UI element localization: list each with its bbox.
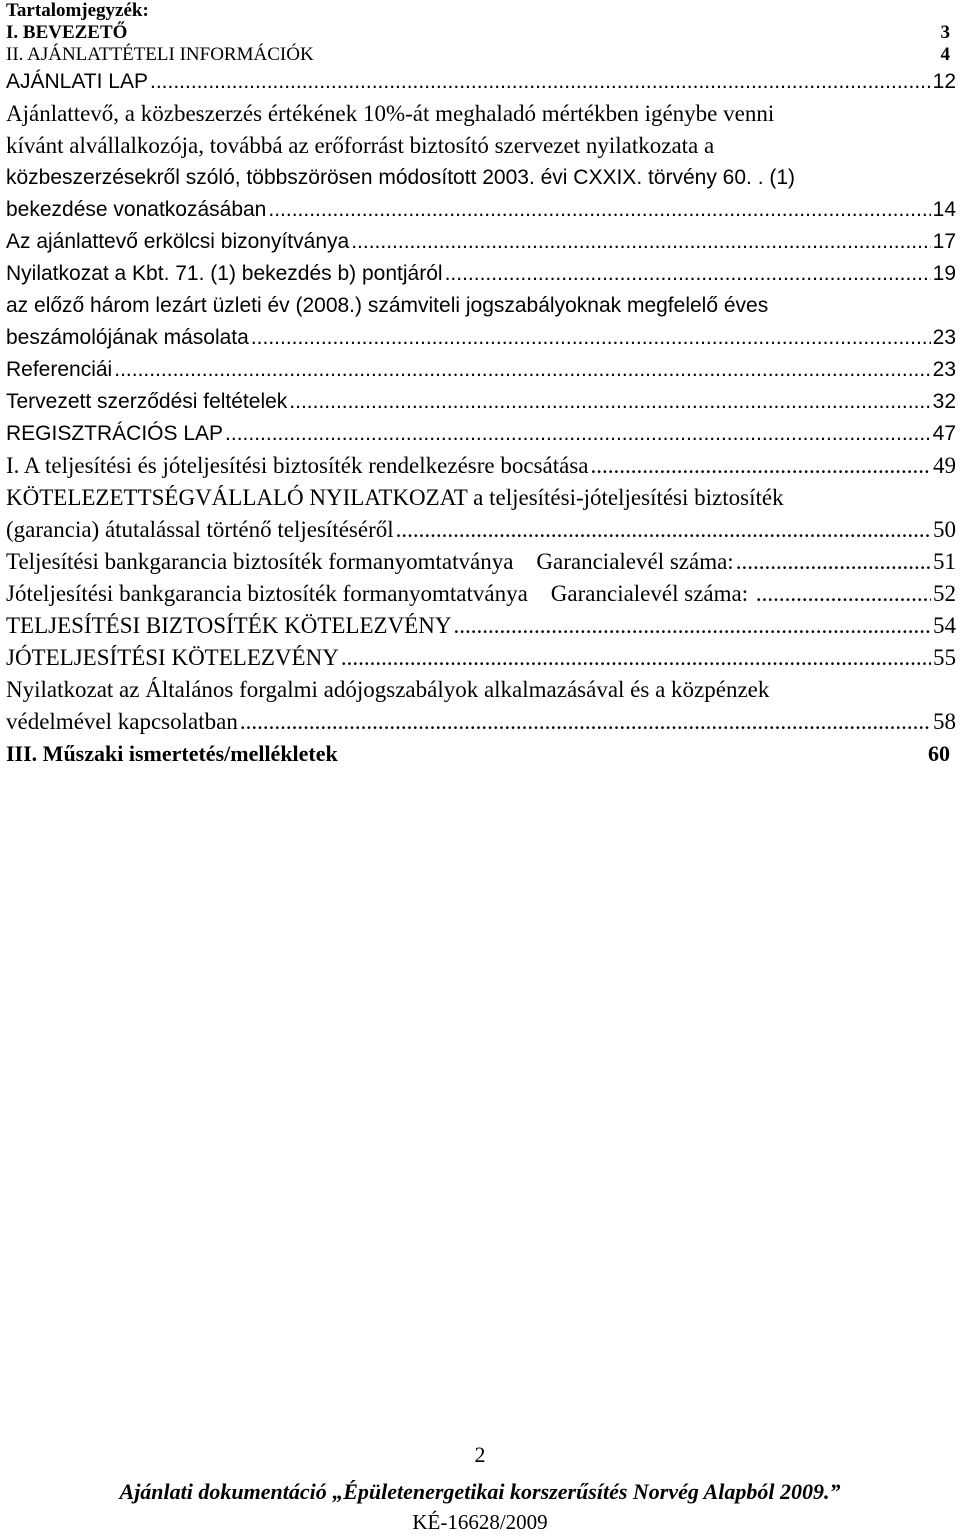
toc-leader <box>756 578 931 610</box>
toc-entry-title: Az ajánlattevő erkölcsi bizonyítványa <box>6 230 350 253</box>
toc-entry-page: 4 <box>940 44 950 65</box>
toc-entry-kbt[interactable] <box>6 258 956 290</box>
toc-leader <box>590 450 931 482</box>
toc-entry-title: TELJESÍTÉSI BIZTOSÍTÉK KÖTELEZVÉNY <box>6 613 452 638</box>
toc-entry-page: 52 <box>933 581 956 606</box>
toc-entry-page: 3 <box>940 22 950 43</box>
toc-leader <box>251 322 931 354</box>
toc-entry-title: I. BEVEZETŐ <box>6 22 128 43</box>
toc-leader <box>225 418 931 450</box>
toc-entry-page: 54 <box>933 613 956 638</box>
toc-entry-page: 14 <box>932 198 956 221</box>
toc-leader <box>150 66 931 98</box>
toc-leader <box>445 258 931 290</box>
toc-entry-page: 19 <box>932 262 956 285</box>
toc-entry-joteljesitesi-kotelezveny[interactable] <box>6 642 956 674</box>
toc-entry-title: Referenciái <box>6 358 113 381</box>
toc-leader <box>736 546 931 578</box>
footer-page-number: 2 <box>474 1442 486 1467</box>
toc-entry-page: 58 <box>933 709 956 734</box>
toc-entry-title: beszámolójának másolata <box>6 326 249 349</box>
toc-entry-line: közbeszerzésekről szóló, többszörösen módosított 2003. évi CXXIX. törvény 60. . (1) <box>6 166 796 189</box>
toc-leader <box>114 354 930 386</box>
toc-leader <box>351 226 930 258</box>
toc-entry-teljesitesi-kotelezveny[interactable] <box>6 610 956 642</box>
toc-entry-title: JÓTELJESÍTÉSI KÖTELEZVÉNY <box>6 645 339 670</box>
toc-entry-title: II. AJÁNLATTÉTELI INFORMÁCIÓK <box>6 44 314 65</box>
toc-leader <box>341 642 931 674</box>
toc-entry-line: Nyilatkozat az Általános forgalmi adójogszabályok alkalmazásával és a közpénzek <box>6 677 770 702</box>
toc-entry-beszamolo[interactable] <box>6 290 956 354</box>
toc-entry-page: 47 <box>932 422 956 445</box>
toc-entry-line: KÖTELEZETTSÉGVÁLLALÓ NYILATKOZAT a teljesítési-jóteljesítési biztosíték <box>6 485 784 510</box>
toc-leader <box>289 386 930 418</box>
toc-leader <box>240 706 931 738</box>
toc-entry-line: Ajánlattevő, a közbeszerzés értékének 10%-át meghaladó mértékben igénybe venni <box>6 101 775 126</box>
toc-entry-page: 23 <box>932 358 956 381</box>
toc-entry-kotelezettsegvallalo[interactable] <box>6 482 956 546</box>
toc-entry-regisztracios[interactable] <box>6 418 956 450</box>
toc-entry-title: III. Műszaki ismertetés/mellékletek <box>6 741 338 766</box>
toc-entry-page: 17 <box>932 230 956 253</box>
toc-entry-title: AJÁNLATI LAP <box>6 70 148 93</box>
toc-page <box>6 0 956 770</box>
toc-entry-bankgarancia-joteljesitesi[interactable] <box>6 578 956 610</box>
toc-entry-title: I. A teljesítési és jóteljesítési biztosíték rendelkezésre bocsátása <box>6 453 589 478</box>
toc-entry-szerzodesi[interactable] <box>6 386 956 418</box>
toc-entry-bankgarancia-teljesitesi[interactable] <box>6 546 956 578</box>
toc-entry-bevezeto[interactable] <box>6 22 956 44</box>
toc-entry-title: REGISZTRÁCIÓS LAP <box>6 422 224 445</box>
toc-entry-page: 55 <box>933 645 956 670</box>
toc-entry-title: Jóteljesítési bankgarancia biztosíték formanyomtatványa Garancialevél száma: <box>6 581 754 606</box>
toc-entry-title: Tervezett szerződési feltételek <box>6 390 288 413</box>
footer-document-id: KÉ-16628/2009 <box>412 1510 548 1534</box>
toc-entry-referenciai[interactable] <box>6 354 956 386</box>
toc-leader <box>453 610 931 642</box>
toc-entry-page: 32 <box>932 390 956 413</box>
footer-document-title: Ajánlati dokumentáció „Épületenergetikai korszerűsítés Norvég Alapból 2009.” <box>119 1479 841 1504</box>
toc-entry-erkolcsi[interactable] <box>6 226 956 258</box>
toc-entry-muszaki[interactable] <box>6 738 956 770</box>
toc-heading: Tartalomjegyzék: <box>6 0 149 21</box>
toc-entry-title: bekezdése vonatkozásában <box>6 198 267 221</box>
toc-entry-title: Nyilatkozat a Kbt. 71. (1) bekezdés b) pontjáról <box>6 262 443 285</box>
toc-entry-ajanlatteteli[interactable] <box>6 44 956 66</box>
toc-entry-page: 23 <box>932 326 956 349</box>
toc-entry-teljesitesi[interactable] <box>6 450 956 482</box>
toc-entry-alvallalkozo-nyilatkozat[interactable] <box>6 98 956 226</box>
toc-entry-page: 51 <box>933 549 956 574</box>
toc-entry-title: Teljesítési bankgarancia biztosíték formanyomtatványa Garancialevél száma: <box>6 549 734 574</box>
toc-entry-page: 12 <box>932 70 956 93</box>
toc-leader <box>268 194 930 226</box>
toc-entry-line: az előző három lezárt üzleti év (2008.) számviteli jogszabályoknak megfelelő éves <box>6 294 769 317</box>
toc-entry-page: 60 <box>928 741 950 766</box>
toc-entry-page: 49 <box>933 453 956 478</box>
toc-leader <box>396 514 931 546</box>
toc-entry-line: kívánt alvállalkozója, továbbá az erőforrást biztosító szervezet nyilatkozata a <box>6 133 715 158</box>
toc-entry-afa-nyilatkozat[interactable] <box>6 674 956 738</box>
toc-entry-ajanlati-lap[interactable] <box>6 66 956 98</box>
toc-entry-page: 50 <box>933 517 956 542</box>
toc-entry-title: védelmével kapcsolatban <box>6 709 238 734</box>
toc-entry-title: (garancia) átutalással történő teljesítéséről <box>6 517 394 542</box>
